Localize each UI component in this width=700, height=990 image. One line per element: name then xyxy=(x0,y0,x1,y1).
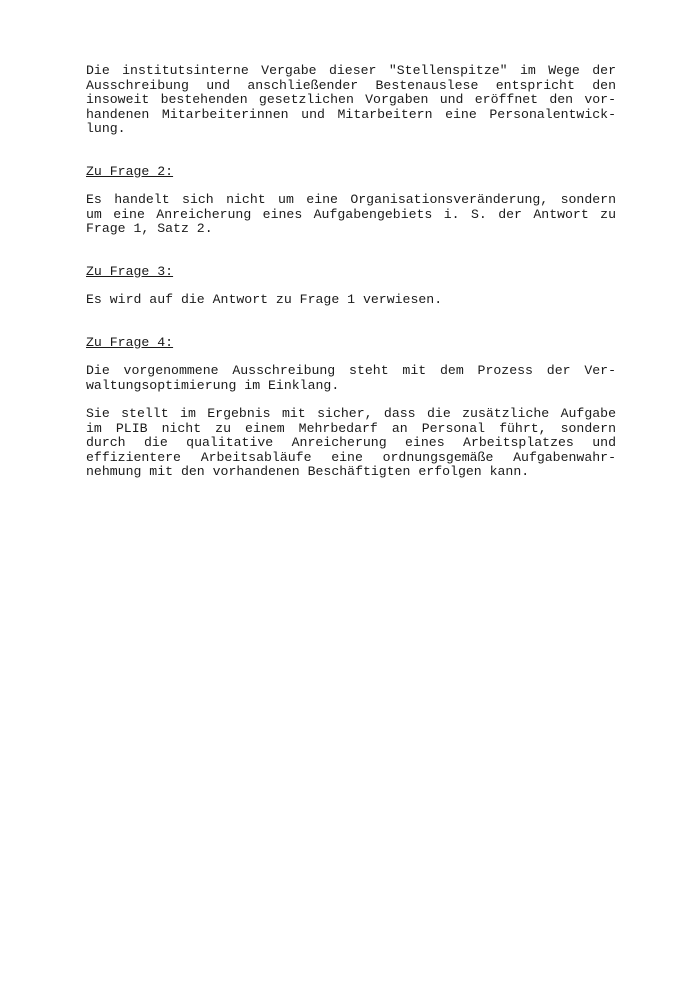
text-line: effizientere Arbeitsabläufe eine ordnungsgemäße Aufgabenwahr- xyxy=(86,449,616,465)
text-line: insoweit bestehenden gesetzlichen Vorgaben und eröffnet den vor- xyxy=(86,92,616,107)
text-line: Ausschreibung und anschließender Bestenauslese entspricht den xyxy=(86,77,616,93)
text-line: Die institutsinterne Vergabe dieser "Stellenspitze" im Wege der xyxy=(86,63,616,78)
text-line: waltungsoptimierung im Einklang. xyxy=(86,377,340,393)
text-line: durch die qualitative Anreicherung eines Arbeitsplatzes und xyxy=(86,435,616,450)
heading-frage-2: Zu Frage 2: xyxy=(86,163,174,179)
document-page xyxy=(86,64,616,480)
intro-paragraph xyxy=(86,64,616,137)
answer-frage-4-paragraph-2 xyxy=(86,407,616,480)
text-line: nehmung mit den vorhandenen Beschäftigten erfolgen kann. xyxy=(86,464,530,479)
text-line: Es wird auf die Antwort zu Frage 1 verwiesen. xyxy=(86,292,443,307)
heading-frage-4: Zu Frage 4: xyxy=(86,334,174,350)
answer-frage-4-paragraph-1 xyxy=(86,364,616,393)
heading-frage-3: Zu Frage 3: xyxy=(86,263,174,279)
text-line: Die vorgenommene Ausschreibung steht mit dem Prozess der Ver- xyxy=(86,363,616,378)
answer-frage-2 xyxy=(86,193,616,237)
text-line: um eine Anreicherung eines Aufgabengebiets i. S. der Antwort zu xyxy=(86,206,616,222)
text-line: Sie stellt im Ergebnis mit sicher, dass die zusätzliche Aufgabe xyxy=(86,406,616,421)
text-line: lung. xyxy=(86,121,126,136)
text-line: Frage 1, Satz 2. xyxy=(86,221,213,236)
text-line: Es handelt sich nicht um eine Organisationsveränderung, sondern xyxy=(86,192,616,207)
text-line: handenen Mitarbeiterinnen und Mitarbeitern eine Personalentwick- xyxy=(86,106,616,122)
answer-frage-3 xyxy=(86,293,616,308)
text-line: im PLIB nicht zu einem Mehrbedarf an Personal führt, sondern xyxy=(86,420,616,436)
